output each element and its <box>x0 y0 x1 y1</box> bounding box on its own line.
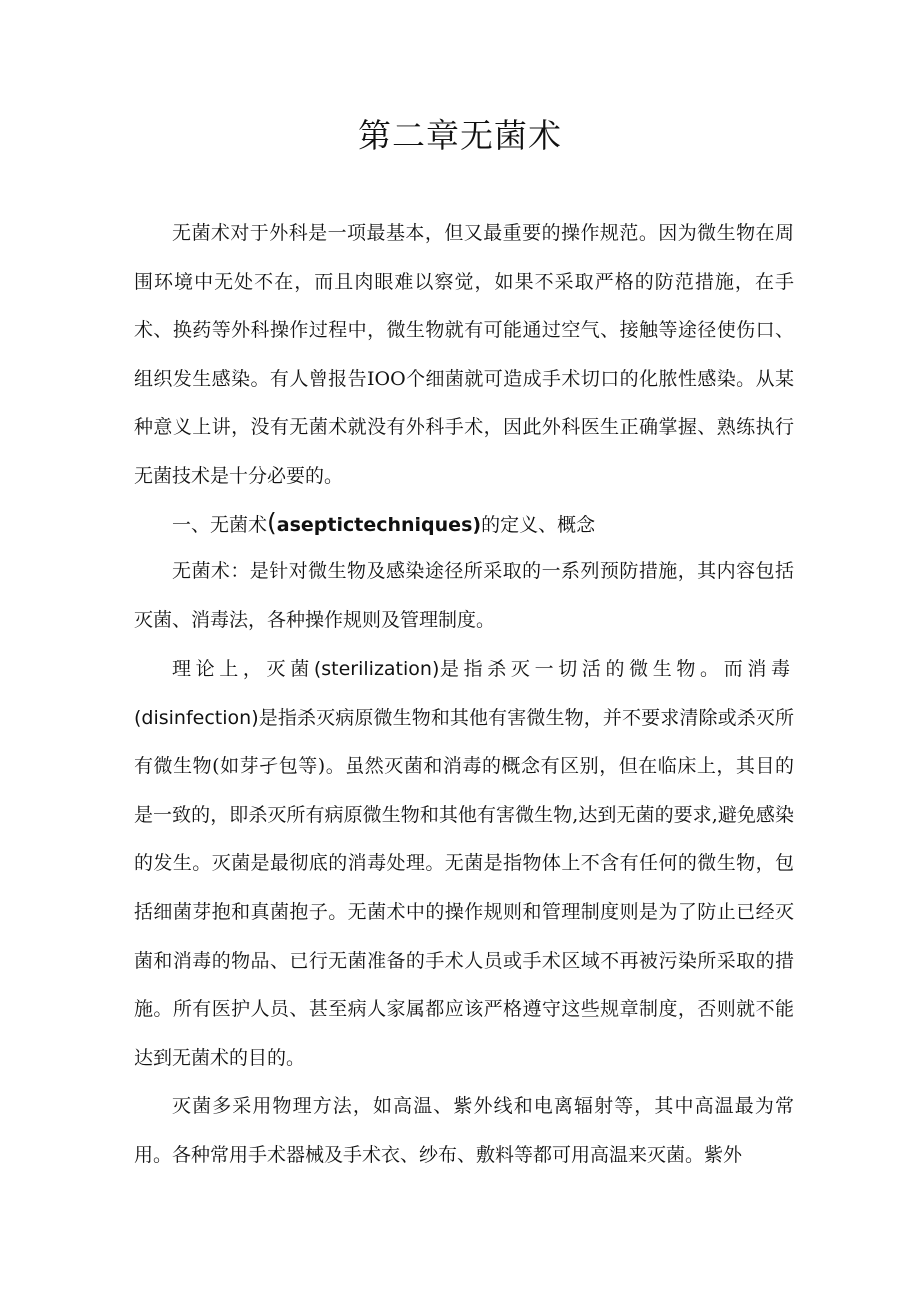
term-disinfection: (disinfection) <box>134 706 259 729</box>
theory-rest: 是指杀灭病原微生物和其他有害微生物，并不要求清除或杀灭所有微生物(如芽孑包等)。虽然灭菌和消毒的概念有区别，但在临床上，其目的是一致的，即杀灭所有病原微生物和其他有害微生物,达到无菌的要求,避免感染的发生。灭菌是最彻底的消毒处理。无菌是指物体上不含有任何的微生物，包括细菌芽抱和真菌抱子。无菌术中的操作规则和管理制度则是为了防止已经灭菌和消毒的物品、已行无菌准备的手术人员或手术区域不再被污染所采取的措施。所有医护人员、甚至病人家属都应该严格遵守这些规章制度，否则就不能达到无菌术的目的。 <box>134 706 794 1069</box>
section-heading-suffix: 的定义、概念 <box>481 514 596 536</box>
methods-paragraph: 灭菌多采用物理方法，如高温、紫外线和电离辐射等，其中高温最为常用。各种常用手术器械及手术衣、纱布、敷料等都可用高温来灭菌。紫外 <box>134 1095 794 1166</box>
theory-mid: 是指杀灭一切活的微生物。而消毒 <box>439 658 794 680</box>
intro-paragraph: 无菌术对于外科是一项最基本，但又最重要的操作规范。因为微生物在周围环境中无处不在，而且肉眼难以察觉，如果不采取严格的防范措施，在手术、换药等外科操作过程中，微生物就有可能通过空气、接触等途径使伤口、组织发生感染。有人曾报告IOO个细菌就可造成手术切口的化脓性感染。从某种意义上讲，没有无菌术就没有外科手术，因此外科医生正确掌握、熟练执行无菌技术是十分必要的。 <box>134 222 794 487</box>
theory-lead: 理论上，灭菌 <box>172 658 314 680</box>
section-heading <box>134 499 794 549</box>
term-sterilization: (sterilization) <box>313 658 440 680</box>
section-heading-term: aseptictechniques) <box>276 514 482 536</box>
section-heading-prefix: 一、无菌术 <box>172 514 268 536</box>
theory-paragraph <box>134 645 794 1082</box>
chapter-title: 第二章无菌术 <box>358 116 562 155</box>
definition-paragraph: 无菌术：是针对微生物及感染途径所采取的一系列预防措施，其内容包括灭菌、消毒法，各种操作规则及管理制度。 <box>134 560 794 631</box>
section-heading-open-paren: ( <box>267 508 277 537</box>
